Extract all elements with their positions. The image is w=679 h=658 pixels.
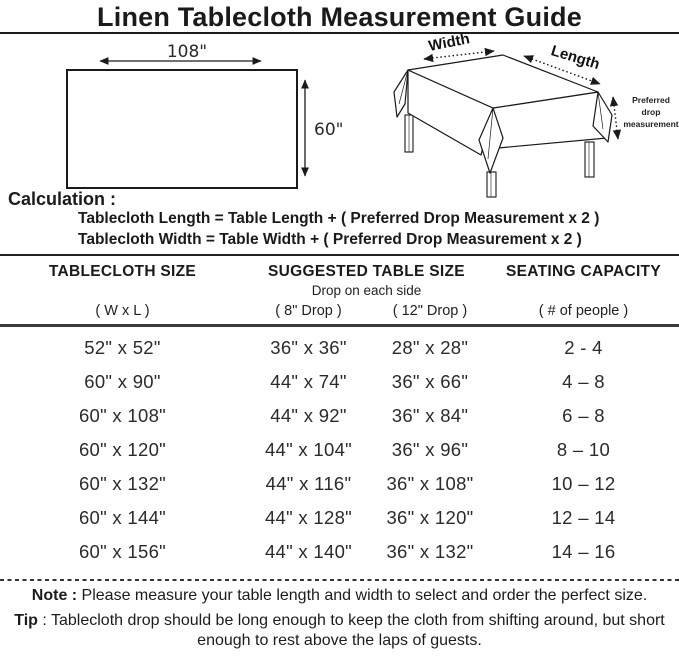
table-cell: 60" x 132" <box>78 473 167 494</box>
table-row <box>0 399 679 433</box>
length-axis-label: Length <box>548 42 602 74</box>
table-cell: 60" x 120" <box>78 439 167 460</box>
table-cell: 12 – 14 <box>551 507 616 528</box>
notes-section <box>0 581 679 651</box>
table-cell: 4 – 8 <box>562 371 605 392</box>
col-header-seating-capacity: SEATING CAPACITY <box>506 263 661 280</box>
table-cell: 36" x 66" <box>391 371 469 392</box>
subheader-people: ( # of people ) <box>538 303 629 319</box>
width-axis-label: Width <box>427 30 472 55</box>
table-cell: 36" x 96" <box>391 439 469 460</box>
table-row <box>0 331 679 365</box>
table-cell: 44" x 74" <box>270 371 347 392</box>
table-cell: 60" x 108" <box>78 405 167 426</box>
calc-formula-length: Tablecloth Length = Table Length + ( Preferred Drop Measurement x 2 ) <box>78 210 600 227</box>
note-label: Note : <box>31 587 78 604</box>
table-row <box>0 467 679 501</box>
page-title: Linen Tablecloth Measurement Guide <box>0 0 679 34</box>
tip-label: Tip <box>14 612 38 629</box>
drop-dotted-arrow <box>613 97 618 139</box>
calc-formula-width: Tablecloth Width = Table Width + ( Preferred Drop Measurement x 2 ) <box>78 230 582 248</box>
col-header-suggested-table-size: SUGGESTED TABLE SIZE <box>268 263 465 280</box>
table-cell: 44" x 128" <box>264 507 353 528</box>
table-cell: 36" x 36" <box>270 337 347 358</box>
table-cell: 44" x 116" <box>265 473 352 494</box>
svg-text:measurement: measurement <box>623 119 679 129</box>
table-cell: 2 - 4 <box>564 337 603 358</box>
svg-text:Preferred: Preferred <box>632 95 670 105</box>
width-dimension-label: 108" <box>166 42 208 62</box>
table-cell: 60" x 144" <box>78 507 167 528</box>
table-row <box>0 501 679 535</box>
svg-text:drop: drop <box>641 107 661 117</box>
subheader-8-drop: ( 8" Drop ) <box>275 303 342 319</box>
flat-tablecloth-diagram <box>67 42 343 188</box>
table-cell: 44" x 92" <box>270 405 347 426</box>
table-cell: 36" x 132" <box>386 541 474 562</box>
subheader-12-drop: ( 12" Drop ) <box>392 303 468 319</box>
drop-measurement-label <box>623 95 678 129</box>
table-cell: 14 – 16 <box>551 541 616 562</box>
subheader-w-x-l: ( W x L ) <box>95 303 150 319</box>
height-dimension-label: 60" <box>314 120 344 140</box>
table-cell: 52" x 52" <box>84 337 161 358</box>
table-cloth-illustration <box>394 30 679 197</box>
tablecloth-drape <box>394 55 612 173</box>
note-text: Note : Please measure your table length and width to select and order the perfect size. <box>31 587 648 604</box>
table-cell: 36" x 120" <box>386 507 474 528</box>
table-cell: 6 – 8 <box>562 405 605 426</box>
table-cell: 44" x 104" <box>264 439 353 460</box>
table-cell: 60" x 90" <box>84 371 161 392</box>
table-header <box>0 256 679 327</box>
table-cell: 60" x 156" <box>78 541 167 562</box>
table-cell: 28" x 28" <box>391 337 469 358</box>
tip-text: Tip : Tablecloth drop should be long enough to keep the cloth from shifting around, but short enough to rest above the laps of guests. <box>14 612 665 649</box>
table-body <box>0 327 679 569</box>
table-row <box>0 535 679 569</box>
table-cell: 36" x 84" <box>391 405 469 426</box>
size-table <box>0 256 679 569</box>
col-header-tablecloth-size: TABLECLOTH SIZE <box>48 263 197 280</box>
table-cell: 36" x 108" <box>386 473 474 494</box>
table-cell: 44" x 140" <box>264 541 353 562</box>
table-row <box>0 433 679 467</box>
table-cell: 8 – 10 <box>556 439 611 460</box>
table-row <box>0 365 679 399</box>
diagrams-svg <box>0 30 679 199</box>
calculation-heading: Calculation : <box>8 189 117 209</box>
diagram-band <box>0 30 679 186</box>
drop-on-each-side-note: Drop on each side <box>311 283 422 298</box>
table-cell: 10 – 12 <box>551 473 616 494</box>
tablecloth-rectangle <box>67 70 297 188</box>
